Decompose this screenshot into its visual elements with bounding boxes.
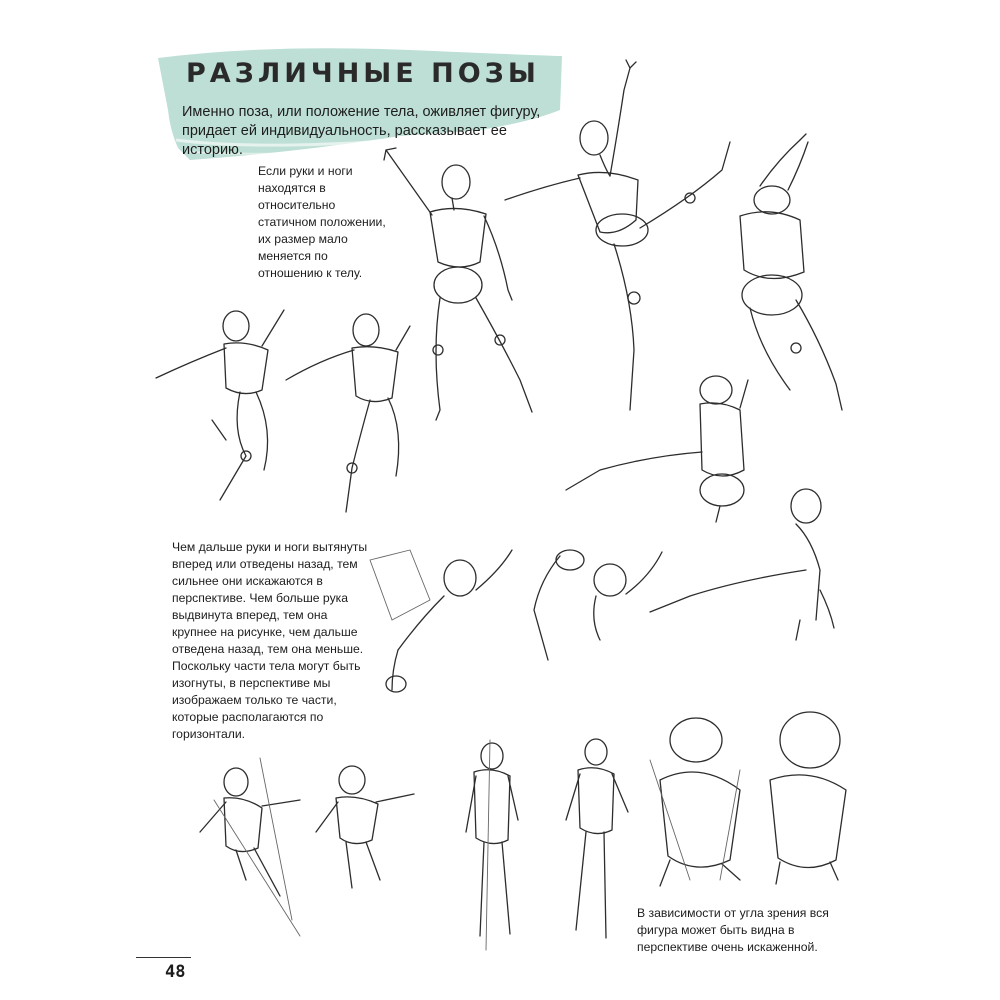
page-number: 48 <box>165 962 186 982</box>
sketch-fall-perspective <box>534 550 662 660</box>
note-static-limbs: Если руки и ноги находятся в относительно статичном положении, их размер мало меняется по отношению к телу. <box>258 164 386 280</box>
sketch-seated-foreshortened <box>566 376 748 522</box>
sketch-leap-overhead <box>740 134 842 410</box>
note-viewpoint: В зависимости от угла зрения вся фигура может быть видна в перспективе очень искаженной. <box>637 906 829 954</box>
page-title: РАЗЛИЧНЫЕ ПОЗЫ <box>186 58 540 89</box>
sketch-standing-back-view <box>384 148 532 420</box>
sketch-jump-reach <box>286 314 410 512</box>
sketch-kick-perspective <box>650 489 834 640</box>
sketch-row-bottom <box>200 712 846 950</box>
sketch-jump-spear <box>156 310 284 500</box>
intro-paragraph: Именно поза, или положение тела, оживляет фигуру, придает ей индивидуальность, рассказывает ее историю. <box>182 104 541 158</box>
note-perspective: Чем дальше руки и ноги вытянуты вперед или отведены назад, тем сильнее они искажаются в перспективе. Чем больше рука выдвинута вперед, тем она крупнее на рисунке, чем дальше отведена назад, тем она меньше. Поскольку части тела могут быть изогнуты, в перспективе мы изображаем только те части, которые располагаются по горизонтали. <box>172 540 368 741</box>
page-number-rule <box>136 957 191 958</box>
sketch-ballet-arabesque <box>505 60 730 410</box>
sketch-dive-perspective <box>370 550 512 692</box>
